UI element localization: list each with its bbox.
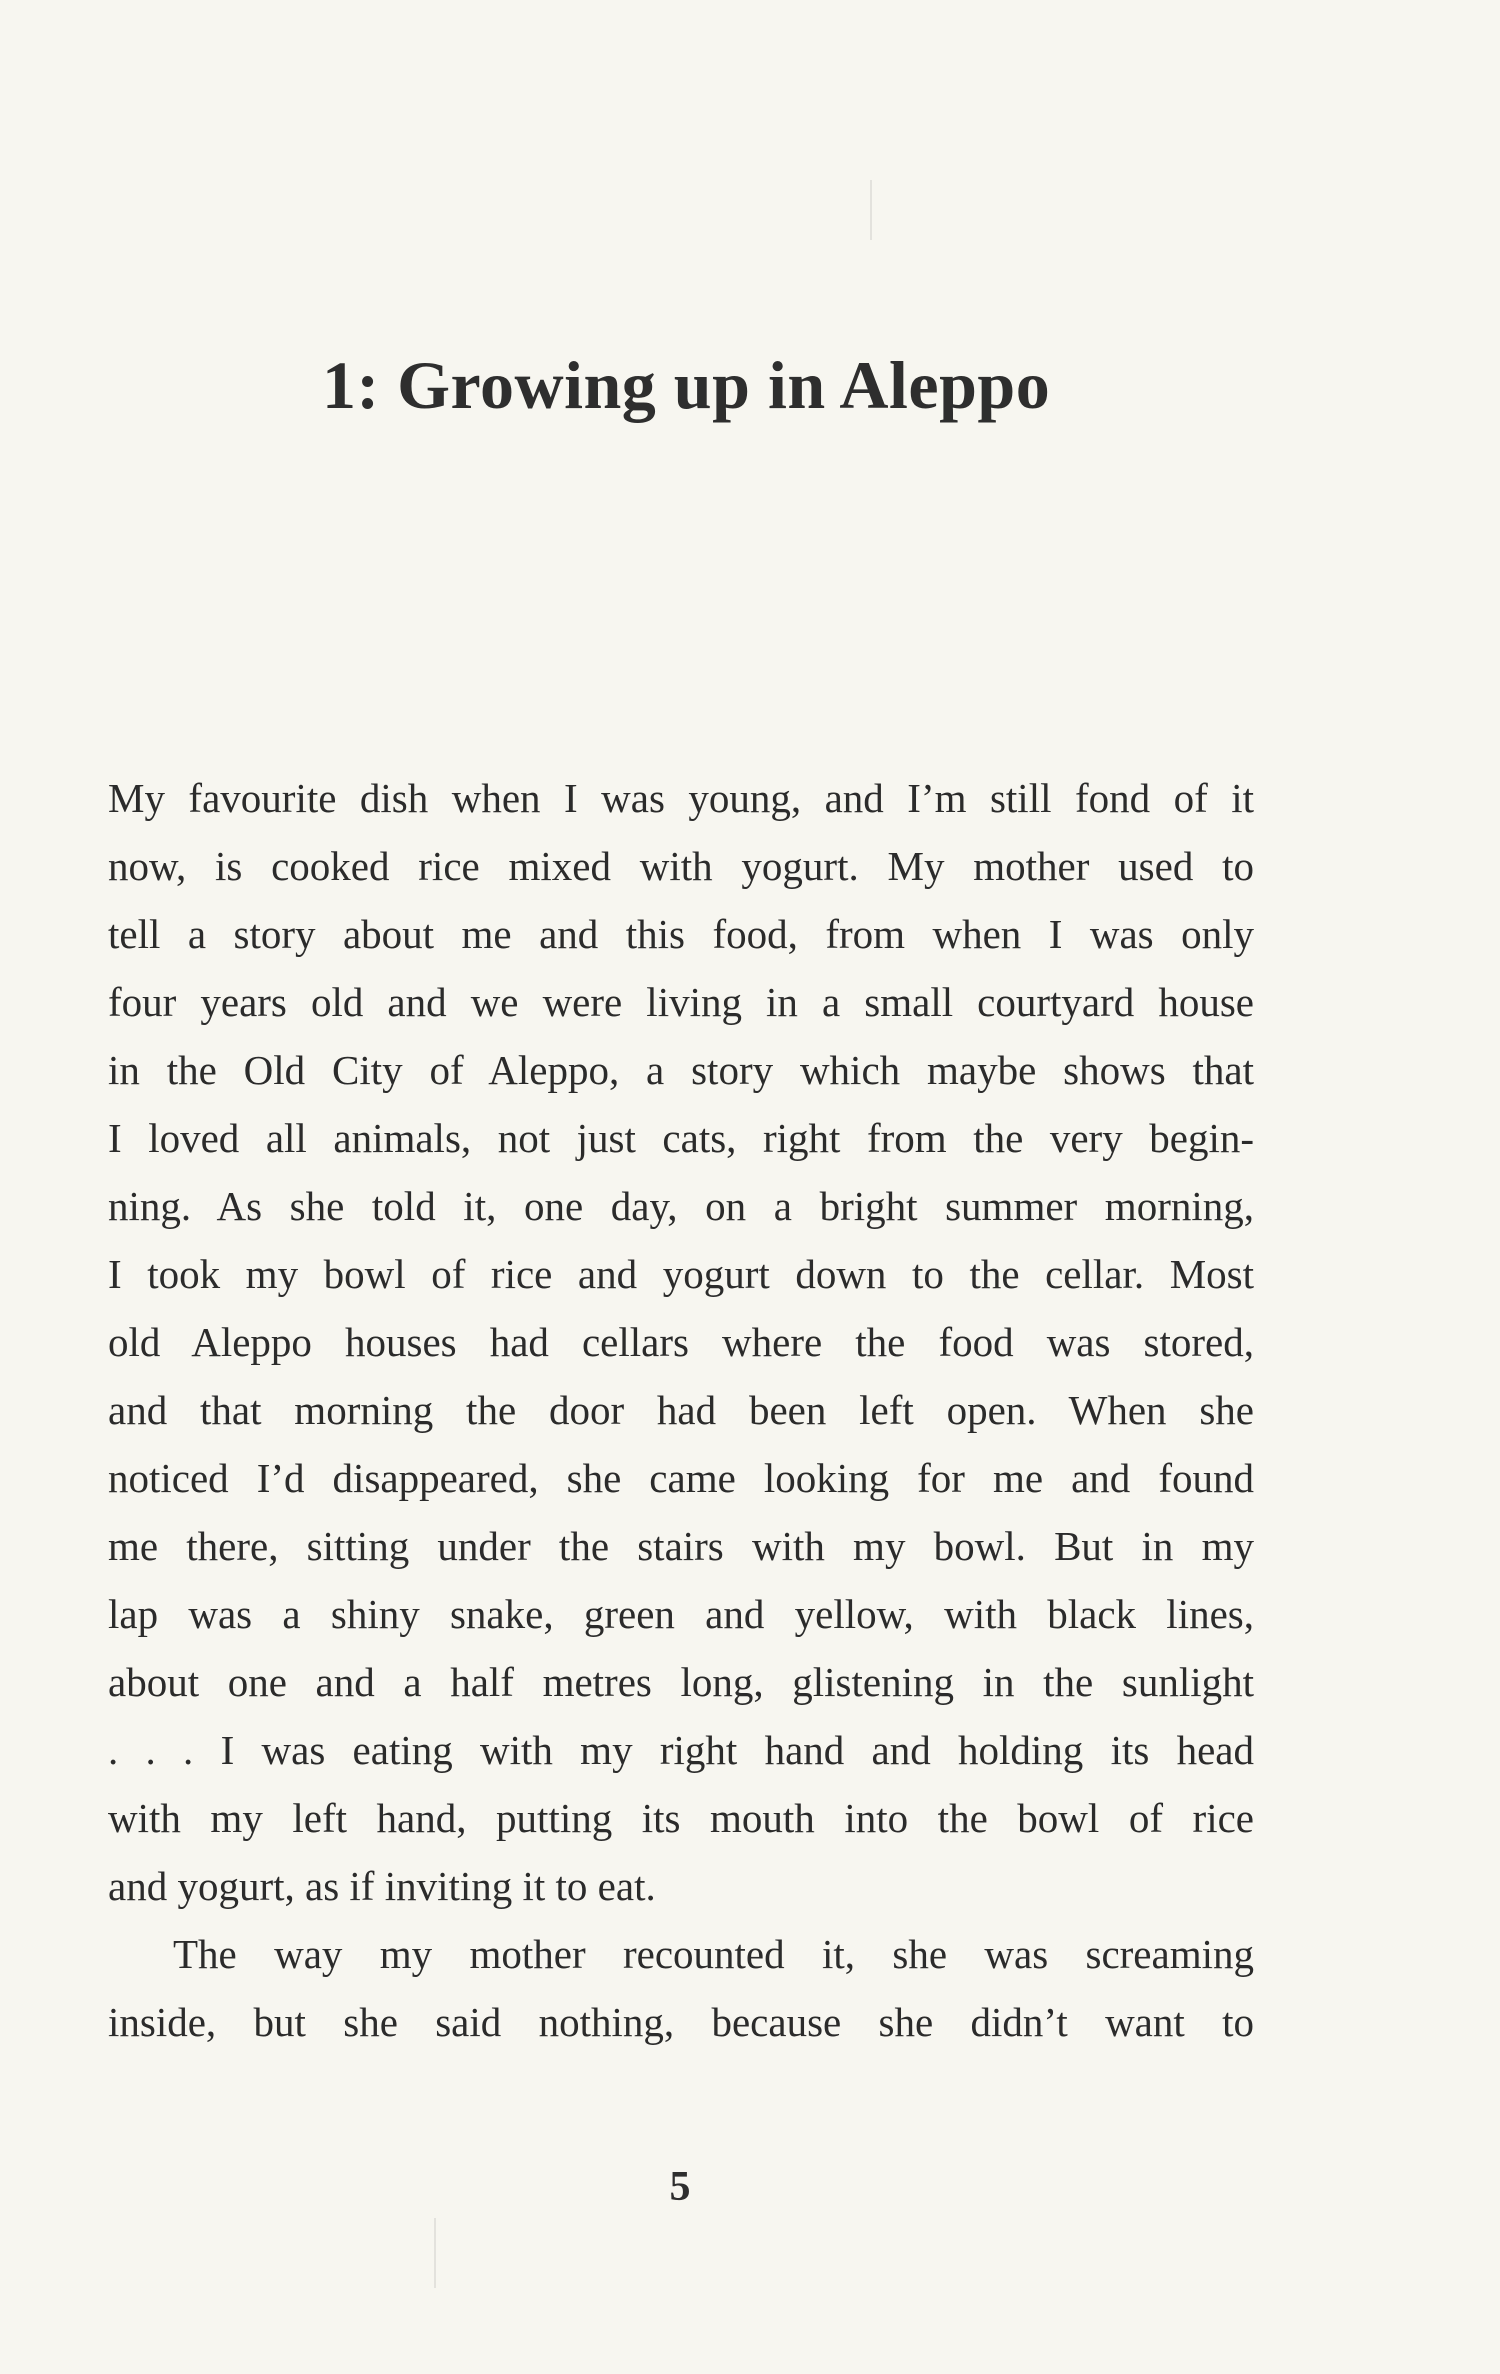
text-line: inside, but she said nothing, because she didn’t want to (108, 1999, 1254, 2045)
text-line: and that morning the door had been left open. When she (108, 1387, 1254, 1433)
body-text (108, 764, 1254, 2056)
text-line: . . . I was eating with my right hand and holding its head (108, 1727, 1254, 1773)
text-line: now, is cooked rice mixed with yogurt. My mother used to (108, 843, 1254, 889)
text-line: ning. As she told it, one day, on a bright summer morning, (108, 1183, 1254, 1229)
text-line: and yogurt, as if inviting it to eat. (108, 1863, 656, 1909)
text-line: me there, sitting under the stairs with my bowl. But in my (108, 1523, 1254, 1569)
text-line: tell a story about me and this food, from when I was only (108, 911, 1254, 957)
text-line: My favourite dish when I was young, and I’m still fond of it (108, 775, 1254, 821)
text-line: noticed I’d disappeared, she came looking for me and found (108, 1455, 1254, 1501)
text-line: The way my mother recounted it, she was screaming (173, 1931, 1254, 1977)
text-line: about one and a half metres long, glistening in the sunlight (108, 1659, 1254, 1705)
text-line: four years old and we were living in a small courtyard house (108, 979, 1254, 1025)
chapter-title: 1: Growing up in Aleppo (322, 347, 1051, 423)
scan-mark (434, 2218, 436, 2288)
page-number: 5 (669, 2164, 691, 2210)
text-line: in the Old City of Aleppo, a story which maybe shows that (108, 1047, 1254, 1093)
text-line: lap was a shiny snake, green and yellow, with black lines, (108, 1591, 1254, 1637)
text-line: I loved all animals, not just cats, right from the very begin- (108, 1115, 1254, 1161)
text-line: old Aleppo houses had cellars where the food was stored, (108, 1319, 1254, 1365)
text-line: with my left hand, putting its mouth into the bowl of rice (108, 1795, 1254, 1841)
scan-mark (870, 180, 872, 240)
text-line: I took my bowl of rice and yogurt down to the cellar. Most (108, 1251, 1254, 1297)
